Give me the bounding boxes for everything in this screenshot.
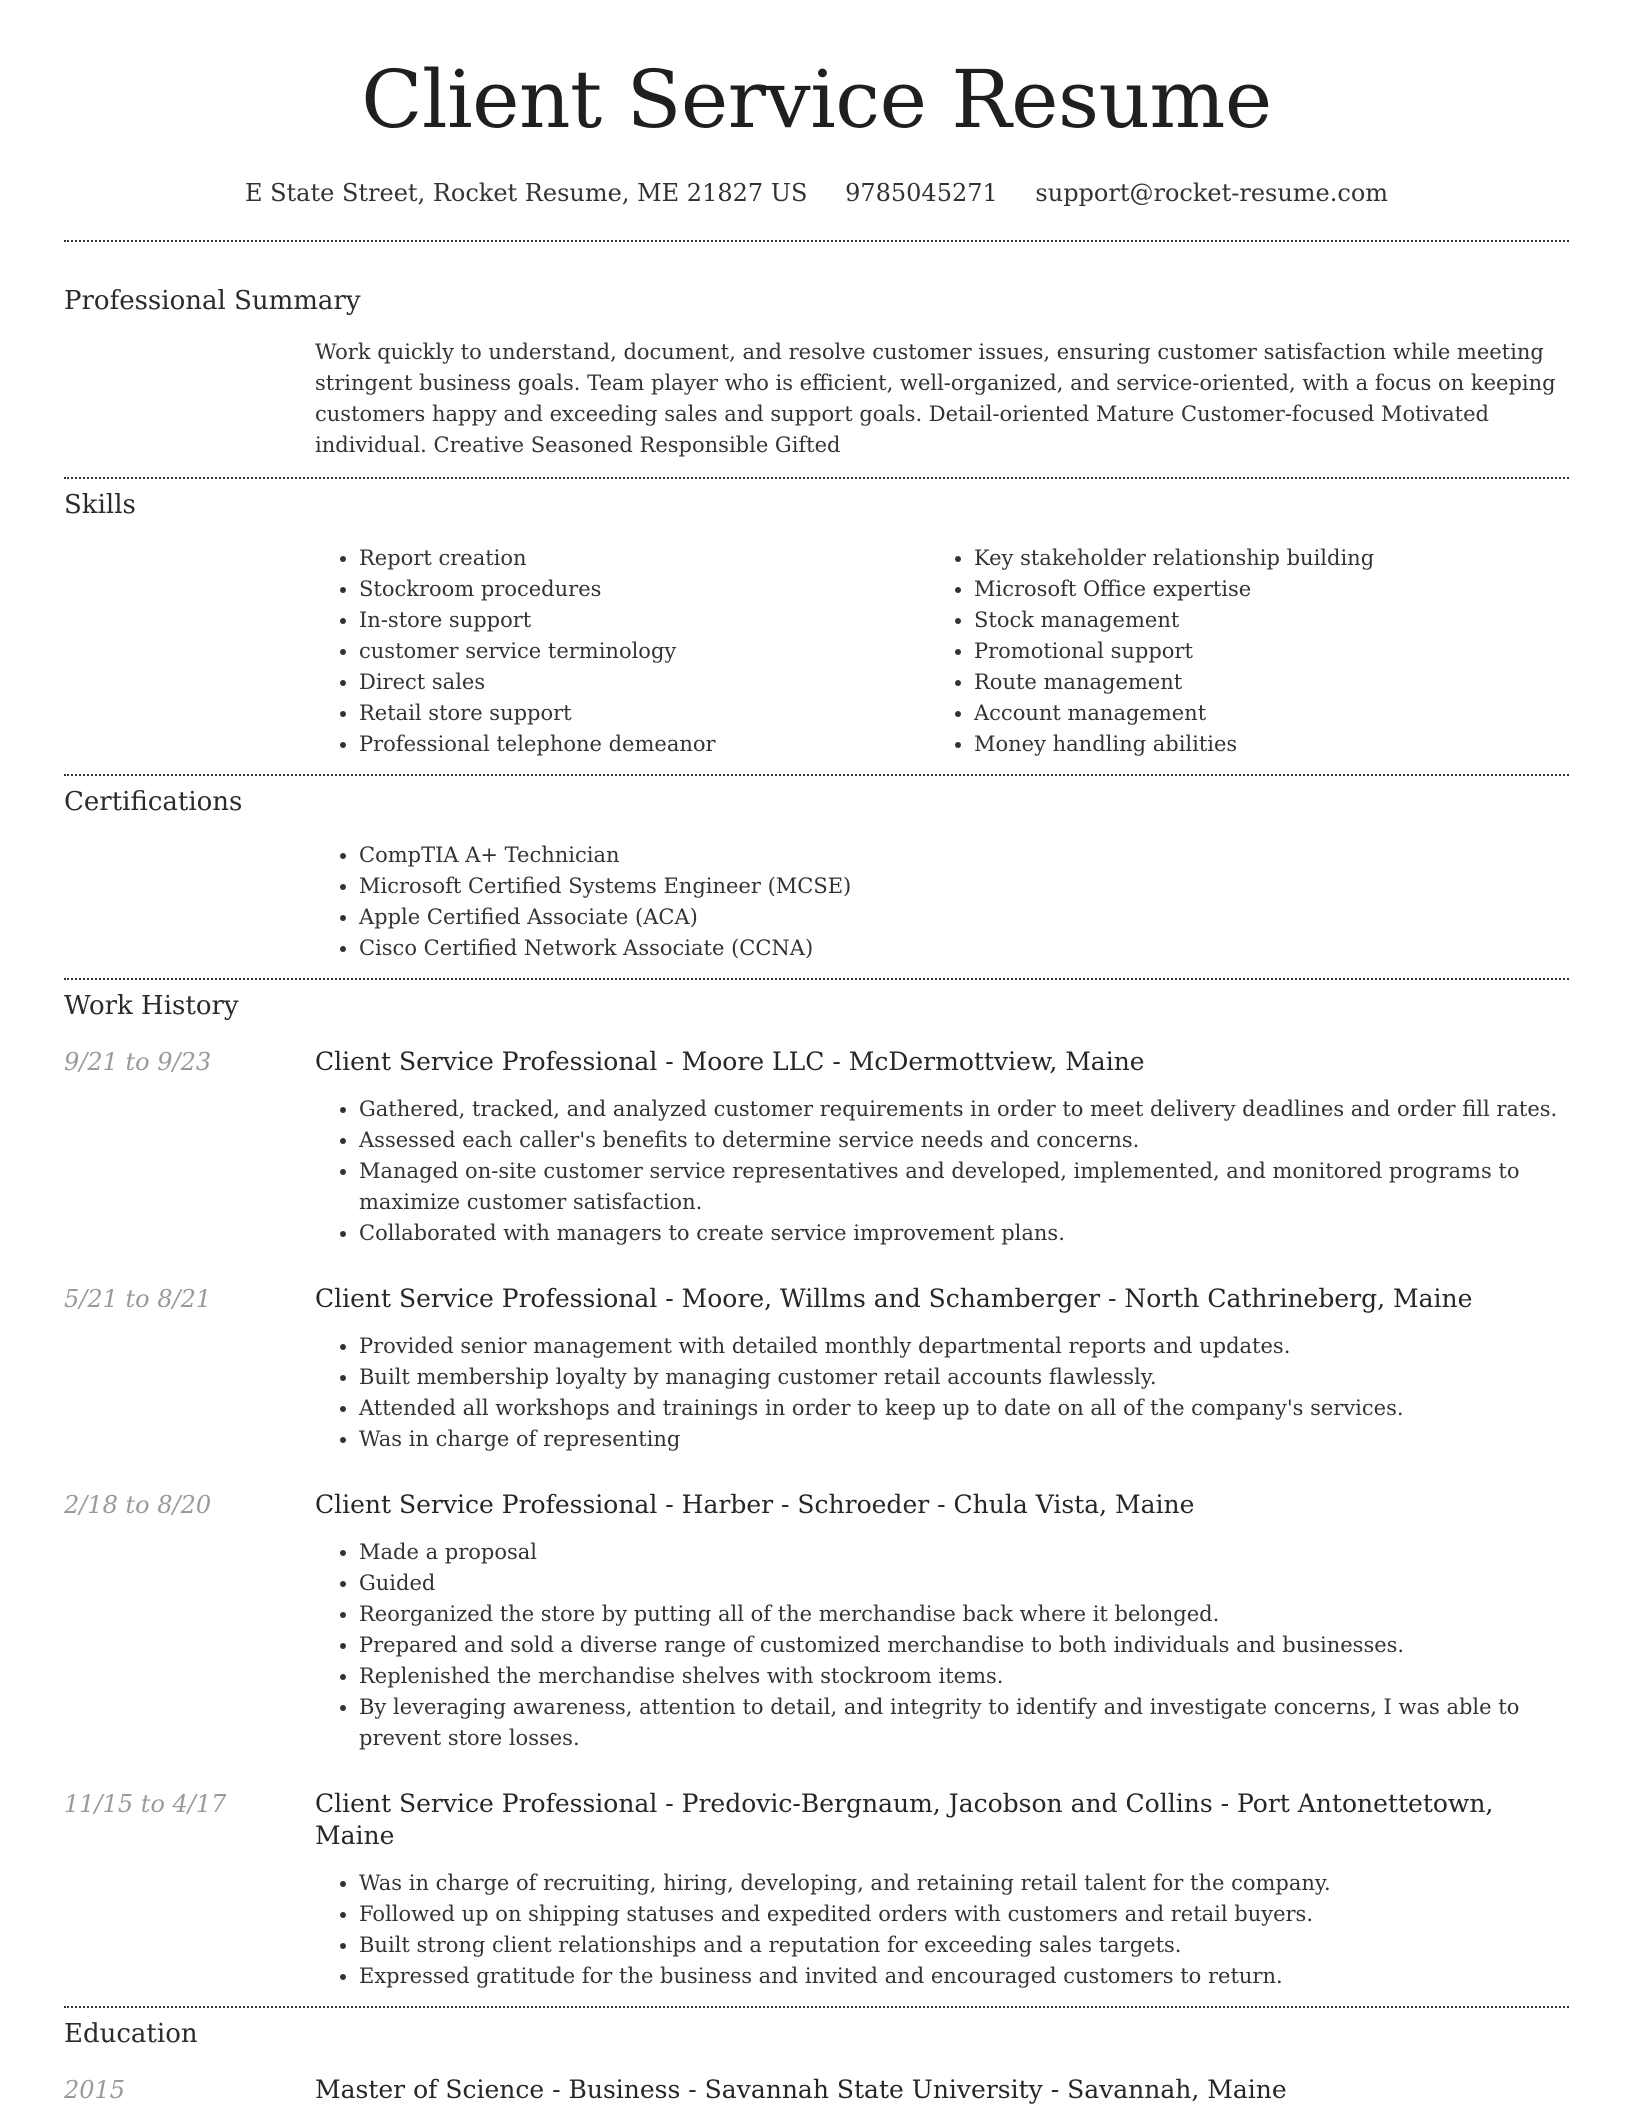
job-bullet: • Followed up on shipping statuses and expedited orders with customers and retail buyers. <box>359 1899 1569 1930</box>
job-dates: 5/21 to 8/21 <box>64 1285 212 1313</box>
skills-list-left <box>315 543 930 760</box>
job-bullets <box>315 1537 1569 1754</box>
job-bullet: • Provided senior management with detailed monthly departmental reports and updates. <box>359 1331 1569 1362</box>
skill-item: • In-store support <box>359 605 930 636</box>
skill-item: • Report creation <box>359 543 930 574</box>
job-bullet: • Was in charge of representing <box>359 1424 1569 1455</box>
job-entry <box>64 1046 1569 1249</box>
skill-item: • Promotional support <box>974 636 1545 667</box>
skill-item: • Route management <box>974 667 1545 698</box>
certification-item: • Cisco Certified Network Associate (CCNA) <box>359 933 1569 964</box>
section-title-certifications: Certifications <box>64 787 243 817</box>
job-entry <box>64 1788 1569 1992</box>
job-bullet: • Attended all workshops and trainings in order to keep up to date on all of the company's services. <box>359 1393 1569 1424</box>
job-bullet: • By leveraging awareness, attention to detail, and integrity to identify and investigate concerns, I was able to prevent store losses. <box>359 1692 1569 1754</box>
skill-item: • Professional telephone demeanor <box>359 729 930 760</box>
education-heading: Master of Science - Business - Savannah State University - Savannah, Maine <box>315 2075 1287 2104</box>
job-bullets <box>315 1868 1569 1992</box>
skill-item: • Key stakeholder relationship building <box>974 543 1545 574</box>
section-title-summary: Professional Summary <box>64 286 361 316</box>
work-history-section <box>64 980 1569 1992</box>
contact-email: support@rocket-resume.com <box>1035 179 1389 207</box>
resume-title: Client Service Resume <box>361 53 1272 146</box>
job-heading: Client Service Professional - Moore LLC - McDermottview, Maine <box>315 1047 1145 1076</box>
skill-item: • Money handling abilities <box>974 729 1545 760</box>
job-dates: 11/15 to 4/17 <box>64 1790 227 1818</box>
certifications-list <box>315 840 1569 964</box>
skill-item: • Stockroom procedures <box>359 574 930 605</box>
job-bullet: • Built membership loyalty by managing customer retail accounts flawlessly. <box>359 1362 1569 1393</box>
skill-item: • Account management <box>974 698 1545 729</box>
job-bullet: • Reorganized the store by putting all of the merchandise back where it belonged. <box>359 1599 1569 1630</box>
job-bullet: • Replenished the merchandise shelves with stockroom items. <box>359 1661 1569 1692</box>
summary-text: Work quickly to understand, document, and resolve customer issues, ensuring customer satisfaction while meeting stringent business goals. Team player who is efficient, well-organized, and service-oriented, with a focus on keeping customers happy and exceeding sales and support goals. Detail-oriented Mature Customer-focused Motivated individual. Creative Seasoned Responsible Gifted <box>315 340 1556 457</box>
section-title-education: Education <box>64 2019 198 2049</box>
job-bullets <box>315 1331 1569 1455</box>
job-bullet: • Expressed gratitude for the business and invited and encouraged customers to return. <box>359 1961 1569 1992</box>
job-heading: Client Service Professional - Moore, Willms and Schamberger - North Cathrineberg, Maine <box>315 1284 1473 1313</box>
job-dates: 2/18 to 8/20 <box>64 1491 212 1519</box>
job-bullet: • Gathered, tracked, and analyzed customer requirements in order to meet delivery deadlines and order fill rates. <box>359 1094 1569 1125</box>
certification-item: • Microsoft Certified Systems Engineer (MCSE) <box>359 871 1569 902</box>
contact-line <box>64 178 1569 208</box>
job-bullet: • Was in charge of recruiting, hiring, developing, and retaining retail talent for the company. <box>359 1868 1569 1899</box>
job-bullet: • Made a proposal <box>359 1537 1569 1568</box>
resume-page <box>64 0 1569 2106</box>
section-title-work-history: Work History <box>64 991 239 1021</box>
contact-phone: 9785045271 <box>845 179 998 207</box>
job-dates: 9/21 to 9/23 <box>64 1048 212 1076</box>
skill-item: • customer service terminology <box>359 636 930 667</box>
skill-item: • Stock management <box>974 605 1545 636</box>
job-bullet: • Prepared and sold a diverse range of customized merchandise to both individuals and businesses. <box>359 1630 1569 1661</box>
job-heading: Client Service Professional - Harber - Schroeder - Chula Vista, Maine <box>315 1490 1195 1519</box>
certification-item: • Apple Certified Associate (ACA) <box>359 902 1569 933</box>
education-section <box>64 2008 1569 2106</box>
job-heading: Client Service Professional - Predovic-Bergnaum, Jacobson and Collins - Port Antonettetown, Maine <box>315 1789 1494 1850</box>
job-bullet: • Collaborated with managers to create service improvement plans. <box>359 1218 1569 1249</box>
summary-section <box>64 242 1569 461</box>
skill-item: • Retail store support <box>359 698 930 729</box>
job-entry <box>64 1283 1569 1455</box>
job-bullet: • Managed on-site customer service representatives and developed, implemented, and monitored programs to maximize customer satisfaction. <box>359 1156 1569 1218</box>
skill-item: • Microsoft Office expertise <box>974 574 1545 605</box>
skills-section <box>64 479 1569 760</box>
skill-item: • Direct sales <box>359 667 930 698</box>
contact-address: E State Street, Rocket Resume, ME 21827 US <box>244 179 808 207</box>
skills-list-right <box>930 543 1545 760</box>
education-entry <box>64 2074 1569 2106</box>
job-entry <box>64 1489 1569 1754</box>
certification-item: • CompTIA A+ Technician <box>359 840 1569 871</box>
job-bullets <box>315 1094 1569 1249</box>
certifications-section <box>64 776 1569 964</box>
section-title-skills: Skills <box>64 490 136 520</box>
job-bullet: • Guided <box>359 1568 1569 1599</box>
job-bullet: • Assessed each caller's benefits to determine service needs and concerns. <box>359 1125 1569 1156</box>
education-date: 2015 <box>64 2076 126 2104</box>
job-bullet: • Built strong client relationships and a reputation for exceeding sales targets. <box>359 1930 1569 1961</box>
